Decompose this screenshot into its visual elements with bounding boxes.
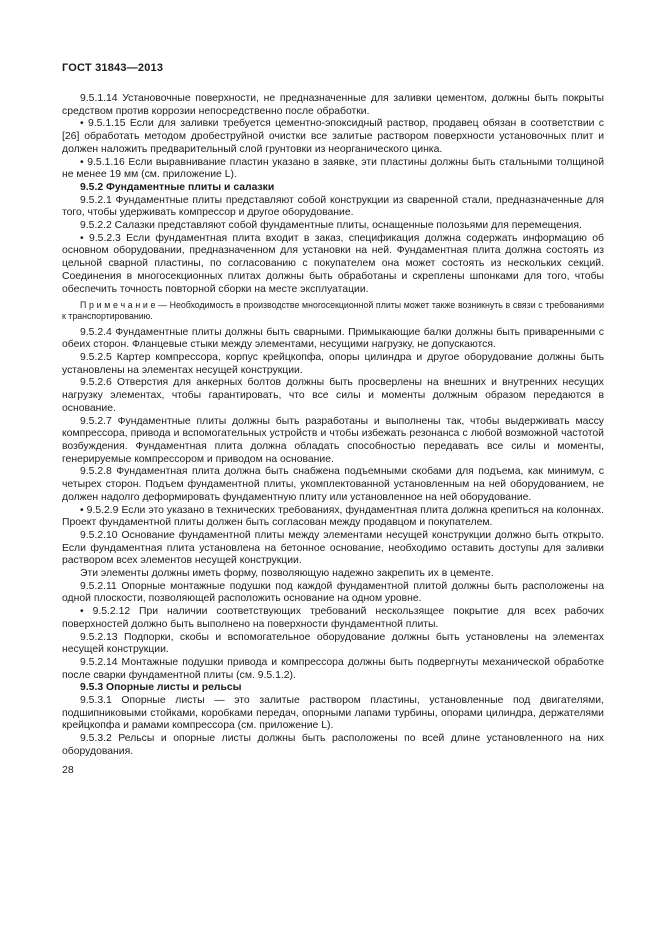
paragraph-9.5.2.1: 9.5.2.1 Фундаментные плиты представляют собой конструкции из сваренной стали, предназначенные для того, чтобы удерживать компрессор и другое оборудование. [62, 194, 604, 219]
paragraph-9.5.1.15: • 9.5.1.15 Если для заливки требуется цементно-эпоксидный раствор, продавец обязан в соответствии с [26] обработать методом дробеструйной очистки все залитые раствором поверхности установочных плит и должен наложить предварительный слой грунтовки из неорганического цинка. [62, 118, 604, 155]
paragraph-9.5.2.12: • 9.5.2.12 При наличии соответствующих требований нескользящее покрытие для всех рабочих поверхностей должно быть выполнено на поверхности фундаментной плиты. [62, 606, 604, 630]
paragraph-9.5.2.2: 9.5.2.2 Салазки представляют собой фундаментные плиты, оснащенные полозьями для перемещения. [80, 220, 582, 232]
paragraph-9.5.2.4: 9.5.2.4 Фундаментные плиты должны быть сварными. Примыкающие балки должны быть приваренными с обеих сторон. Фланцевые стыки между элементами, несущими нагрузку, не допускаются. [62, 326, 604, 351]
paragraph-9.5.3.1: 9.5.3.1 Опорные листы — это залитые раствором пластины, установленные под двигателями, подшипниковыми стойками, коробками передач, опорными лапами турбины, опорами цилиндра, держателями крейцкопфа и рамами компрессора (см. приложение L). [62, 695, 604, 732]
paragraph-9.5.2.6: 9.5.2.6 Отверстия для анкерных болтов должны быть просверлены на внешних и внутренних несущих нагрузку элементах, чтобы гарантировать, что все силы и моменты должным образом передаются в основание. [62, 377, 604, 414]
paragraph-9.5.2.8: 9.5.2.8 Фундаментная плита должна быть снабжена подъемными скобами для подъема, как минимум, с четырех сторон. Подъем фундаментной плиты, укомплектованной установленным на ней оборудованием, не должен надолго деформировать фундаментную плиту или установленное на ней оборудование. [62, 466, 604, 503]
paragraph-9.5.3.2: 9.5.3.2 Рельсы и опорные листы должны быть расположены по всей длине установленного на них оборудования. [62, 733, 604, 757]
paragraph-9.5.2: 9.5.2 Фундаментные плиты и салазки [80, 181, 275, 193]
document-body [62, 93, 604, 759]
paragraph-9.5.2.13: 9.5.2.13 Подпорки, скобы и вспомогательное оборудование должны быть установлены на элементах несущей конструкции. [62, 631, 604, 656]
paragraph-9.5.2.7: 9.5.2.7 Фундаментные плиты должны быть разработаны и выполнены так, чтобы выдерживать массу компрессора, привода и вспомогательных устройств и чтобы избежать резонанса с любой возможной частотой возбуждения. Фундаментная плита должна обладать способностью передавать все силы и моменты, генерируемые компрессором и приводом на основание. [62, 415, 604, 465]
paragraph-9.5.1.16: • 9.5.1.16 Если выравнивание пластин указано в заявке, эти пластины должны быть стальными толщиной не менее 19 мм (см. приложение L). [62, 156, 604, 181]
document-header-title: ГОСТ 31843—2013 [62, 62, 164, 74]
page-number: 28 [62, 763, 74, 776]
paragraph-9.5.2.10-continued: Эти элементы должны иметь форму, позволяющую надежно закрепить их в цементе. [80, 568, 494, 580]
paragraph-note-9.5.2.3: П р и м е ч а н и е — Необходимость в производстве многосекционной плиты может также возникнуть в связи с требованиями к транспортированию. [62, 300, 604, 322]
paragraph-9.5.2.3: • 9.5.2.3 Если фундаментная плита входит в заказ, спецификация должна содержать информацию об основном оборудовании, предназначенном для установки на ней. Фундаментная плита должна состоять из цельной сварной пластины, по согласованию с покупателем она может состоять из нескольких секций. Соединения в многосекционных плитах должны быть обработаны и скреплены шпонками для того, чтобы обеспечить точность повторной сборки на месте эксплуатации. [62, 232, 604, 295]
paragraph-9.5.2.14: 9.5.2.14 Монтажные подушки привода и компрессора должны быть подвергнуты механической обработке после сварки фундаментной плиты (см. 9.5.1.2). [62, 656, 604, 681]
paragraph-9.5.1.14: 9.5.1.14 Установочные поверхности, не предназначенные для заливки цементом, должны быть покрыты средством против коррозии непосредственно после обработки. [62, 93, 604, 117]
paragraph-9.5.2.9: • 9.5.2.9 Если это указано в технических требованиях, фундаментная плита должна крепиться на колоннах. Проект фундаментной плиты должен быть согласован между продавцом и покупателем. [62, 504, 604, 529]
paragraph-9.5.3: 9.5.3 Опорные листы и рельсы [80, 682, 242, 694]
paragraph-9.5.2.11: 9.5.2.11 Опорные монтажные подушки под каждой фундаментной плитой должны быть расположены на одной плоскости, позволяющей расположить основание на одном уровне. [62, 580, 604, 605]
paragraph-9.5.2.10: 9.5.2.10 Основание фундаментной плиты между элементами несущей конструкции должно быть открыто. Если фундаментная плита установлена на бетонное основание, необходимо оставить доступы для заливки раствором всех элементов несущей конструкции. [62, 529, 604, 567]
paragraph-9.5.2.5: 9.5.2.5 Картер компрессора, корпус крейцкопфа, опоры цилиндра и другое оборудование должны быть установлены на элементах несущей конструкции. [62, 352, 604, 376]
